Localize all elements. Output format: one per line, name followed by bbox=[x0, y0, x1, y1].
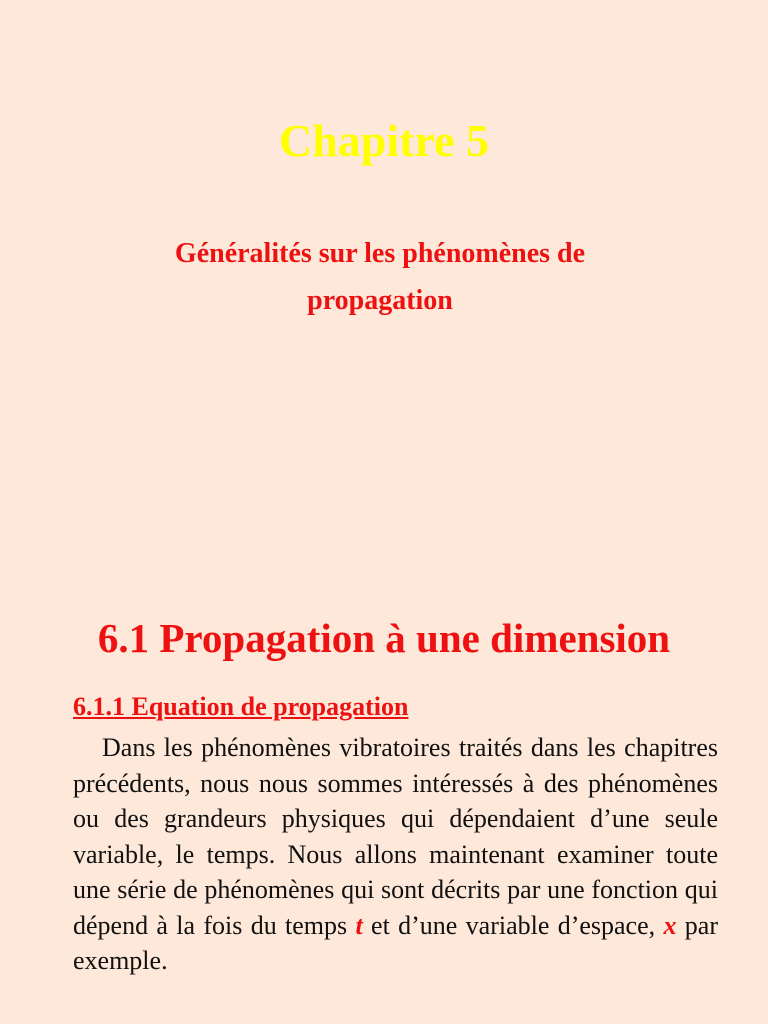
variable-x: x bbox=[663, 910, 677, 940]
chapter-title: Chapitre 5 bbox=[279, 115, 489, 166]
paragraph-text-3: par exemple. bbox=[73, 910, 718, 975]
section-title: 6.1 Propagation à une dimension bbox=[97, 615, 671, 661]
paragraph-text-2: et d’une variable d’espace, bbox=[362, 910, 664, 940]
chapter-subtitle: Généralités sur les phénomènes de propagation bbox=[174, 238, 586, 316]
paragraph-text-1: Dans les phénomènes vibratoires traités dans les chapitres précédents, nous nous sommes intéressés à des phénomènes ou des grandeurs physiques qui dépendaient d’une seule variable, le temps. Nous allons maintenant examiner toute une série de phénomènes qui sont décrits par une fonction qui dépend à la fois du temps bbox=[73, 733, 718, 940]
variable-t: t bbox=[355, 910, 363, 940]
subsection-title: 6.1.1 Equation de propagation bbox=[73, 692, 409, 721]
body-paragraph bbox=[73, 730, 718, 979]
